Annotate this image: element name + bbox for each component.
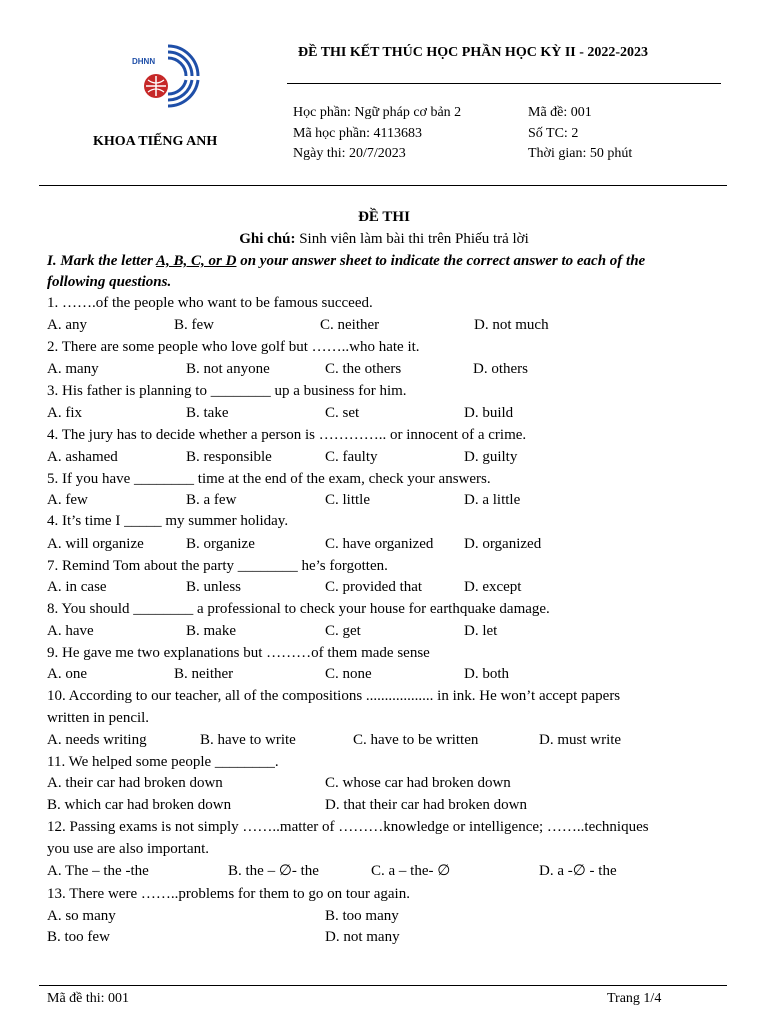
footer-divider <box>39 985 727 986</box>
question-line: D. except <box>464 579 522 595</box>
question-line: 1. …….of the people who want to be famous succeed. <box>47 295 373 311</box>
question-line: A. fix <box>47 405 82 421</box>
question-line: 2. There are some people who love golf but ……..who hate it. <box>47 339 420 355</box>
question-line: C. neither <box>320 317 380 333</box>
course-code: Mã học phần: 4113683 <box>293 126 422 141</box>
question-line: D. a little <box>464 492 521 508</box>
question-line: 13. There were ……..problems for them to go on tour again. <box>47 886 410 902</box>
question-line: D. let <box>464 623 498 639</box>
question-line: D. must write <box>539 732 622 748</box>
answer-letters: A, B, C, or D <box>156 253 237 269</box>
question-line: B. a few <box>186 492 237 508</box>
logo-text: DHNN <box>132 57 156 66</box>
question-line: B. responsible <box>186 449 272 465</box>
question-line: C. have organized <box>325 536 434 552</box>
question-line: B. organize <box>186 536 255 552</box>
question-line: A. few <box>47 492 88 508</box>
question-line: 10. According to our teacher, all of the compositions .................. in ink. He won’t accept papers <box>47 688 621 704</box>
question-line: B. unless <box>186 579 242 595</box>
note-label: Ghi chú: <box>239 231 296 247</box>
question-line: A. ashamed <box>47 449 118 465</box>
question-line: A. one <box>47 666 87 682</box>
question-line: C. get <box>325 623 361 639</box>
question-line: C. set <box>325 405 360 421</box>
question-line: 3. His father is planning to ________ up a business for him. <box>47 383 407 399</box>
question-line: C. faulty <box>325 449 378 465</box>
exam-code: Mã đề: 001 <box>528 105 592 120</box>
question-line: B. take <box>186 405 229 421</box>
university-logo <box>128 40 204 110</box>
footer-page: Trang 1/4 <box>607 991 662 1006</box>
question-line: you use are also important. <box>47 841 210 857</box>
question-line: A. in case <box>47 579 107 595</box>
question-line: A. have <box>47 623 94 639</box>
question-line: C. provided that <box>325 579 423 595</box>
instructions-cont: following questions. <box>47 274 172 290</box>
header-divider <box>39 185 727 186</box>
question-line: C. the others <box>325 361 402 377</box>
question-line: A. will organize <box>47 536 144 552</box>
question-line: A. The – the -the <box>47 863 149 879</box>
question-line: C. have to be written <box>353 732 479 748</box>
question-line: A. their car had broken down <box>47 775 223 791</box>
question-line: A. needs writing <box>47 732 147 748</box>
footer-exam-code: Mã đề thi: 001 <box>47 991 130 1006</box>
question-line: written in pencil. <box>47 710 150 726</box>
question-line: B. make <box>186 623 236 639</box>
question-line: B. not anyone <box>186 361 270 377</box>
duration: Thời gian: 50 phút <box>528 146 633 161</box>
question-line: 9. He gave me two explanations but ………of them made sense <box>47 645 430 661</box>
faculty-name: KHOA TIẾNG ANH <box>93 134 218 149</box>
question-line: 8. You should ________ a professional to check your house for earthquake damage. <box>47 601 550 617</box>
note-text: Sinh viên làm bài thi trên Phiếu trả lời <box>295 231 529 247</box>
instructions: I. Mark the letter A, B, C, or D on your answer sheet to indicate the correct answer to each of the <box>47 253 646 269</box>
question-line: B. few <box>174 317 214 333</box>
question-line: C. a – the- ∅ <box>371 863 451 879</box>
credits: Số TC: 2 <box>528 126 579 141</box>
question-line: C. little <box>325 492 370 508</box>
question-line: 7. Remind Tom about the party ________ he’s forgotten. <box>47 558 388 574</box>
question-line: 12. Passing exams is not simply ……..matter of ………knowledge or intelligence; ……..techniques <box>47 819 649 835</box>
question-line: B. neither <box>174 666 234 682</box>
exam-title: ĐỀ THI KẾT THÚC HỌC PHẦN HỌC KỲ II - 2022-2023 <box>298 45 649 60</box>
question-line: A. any <box>47 317 87 333</box>
exam-heading: ĐỀ THI <box>358 209 410 225</box>
question-line: D. that their car had broken down <box>325 797 528 813</box>
question-line: 4. It’s time I _____ my summer holiday. <box>47 513 289 529</box>
question-line: D. organized <box>464 536 542 552</box>
question-line: B. have to write <box>200 732 296 748</box>
question-line: D. build <box>464 405 514 421</box>
question-line: 4. The jury has to decide whether a person is ………….. or innocent of a crime. <box>47 427 527 443</box>
question-line: D. both <box>464 666 509 682</box>
question-line: B. too few <box>47 929 110 945</box>
question-line: D. not much <box>474 317 549 333</box>
question-line: 5. If you have ________ time at the end of the exam, check your answers. <box>47 471 491 487</box>
question-line: A. many <box>47 361 99 377</box>
course-name: Học phần: Ngữ pháp cơ bản 2 <box>293 105 462 120</box>
question-line: C. none <box>325 666 372 682</box>
question-line: B. which car had broken down <box>47 797 232 813</box>
question-line: B. too many <box>325 908 399 924</box>
question-line: A. so many <box>47 908 116 924</box>
question-line: C. whose car had broken down <box>325 775 511 791</box>
question-line: D. not many <box>325 929 400 945</box>
title-divider <box>287 83 721 84</box>
question-line: D. guilty <box>464 449 518 465</box>
question-line: 11. We helped some people ________. <box>47 754 279 770</box>
question-line: D. others <box>473 361 528 377</box>
note <box>0 229 768 249</box>
question-line: D. a -∅ - the <box>539 863 617 879</box>
exam-date: Ngày thi: 20/7/2023 <box>293 146 406 161</box>
question-line: B. the – ∅- the <box>228 863 319 879</box>
